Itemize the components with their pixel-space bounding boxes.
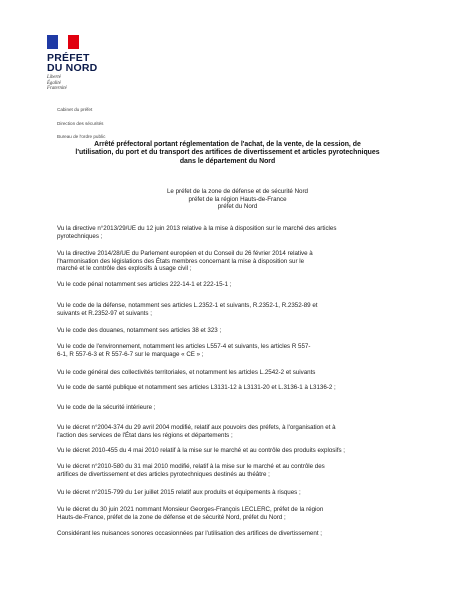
visa-line: Vu le code de l'environnement, notamment les articles L557-4 et suivants, les articles R 557- [57, 343, 311, 350]
visa-line: pyrotechniques ; [57, 232, 103, 240]
visa-paragraph [57, 384, 402, 392]
visa-line: Vu la directive 2014/28/UE du Parlement européen et du Conseil du 26 février 2014 relative à [57, 250, 313, 257]
visa-line: l'action des services de l'État dans les régions et départements ; [57, 431, 233, 439]
visa-paragraph [57, 327, 402, 335]
visa-paragraph [57, 404, 402, 412]
visa-paragraph [57, 447, 402, 455]
visa-line: Vu le décret 2010-455 du 4 mai 2010 relatif à la mise sur le marché et au contrôle des produits explosifs ; [57, 447, 345, 454]
visa-line: Vu le code de la sécurité intérieure ; [57, 404, 156, 411]
service-line: Direction des sécurités [57, 120, 104, 126]
visa-line: marché et le contrôle des explosifs à usage civil ; [57, 265, 192, 273]
visa-paragraph [57, 225, 402, 240]
visa-paragraph [57, 424, 402, 439]
visa-line: Vu le code général des collectivités territoriales, et notamment les articles L.2542-2 et suivants [57, 369, 316, 376]
decree-title: Arrêté préfectoral portant réglementation de l'achat, de la vente, de la cession, de l'utilisation, du port et du transport des artifices de divertissement et articles pyrotechniques dans le département du Nord [75, 141, 380, 165]
visa-paragraph [57, 281, 402, 289]
visa-line: Vu le décret n°2010-580 du 31 mai 2010 modifié, relatif à la mise sur le marché et au contrôle des [57, 463, 325, 470]
visa-line: Considérant les nuisances sonores occasionnées par l'utilisation des artifices de divertissement ; [57, 530, 322, 537]
visa-line: artifices de divertissement et des articles pyrotechniques destinés au théâtre ; [57, 470, 270, 478]
visa-paragraph [57, 463, 402, 478]
visa-line: l'harmonisation des législations des États membres concernant la mise à disposition sur le [57, 257, 305, 265]
visa-line: 6-1, R 557-6-3 et R 557-6-7 sur le marquage « CE » ; [57, 350, 204, 358]
visa-line: Vu la directive n°2013/29/UE du 12 juin 2013 relative à la mise à disposition sur le marché des articles [57, 225, 337, 232]
visa-paragraph [57, 530, 402, 538]
visa-line: Hauts-de-France, préfet de la zone de défense et de sécurité Nord, préfet du Nord ; [57, 513, 286, 521]
visa-paragraph [57, 302, 402, 317]
republic-motto: Liberté Égalité Fraternité [47, 75, 67, 91]
visa-paragraph [57, 369, 402, 377]
visa-line: Vu le décret du 30 juin 2021 nommant Monsieur Georges-François LECLERC, préfet de la région [57, 506, 324, 513]
visa-line: Vu le code de la défense, notamment ses articles L.2352-1 et suivants, R.2352-1, R.2352-89 et [57, 302, 318, 309]
visa-line: Vu le code de santé publique et notamment ses articles L3131-12 à L3131-20 et L.3136-1 à L3136-2 ; [57, 384, 336, 391]
marianne-flag-icon [47, 35, 79, 49]
prefecture-logo [47, 35, 107, 92]
visa-paragraph [57, 489, 402, 497]
visa-paragraph [57, 506, 402, 521]
service-line: Cabinet du préfet [57, 107, 93, 112]
prefet-title: PRÉFET DU NORD [47, 52, 98, 74]
visa-paragraph [57, 250, 402, 273]
visa-line: Vu le code pénal notamment ses articles 222-14-1 et 222-15-1 ; [57, 281, 232, 288]
visa-line: suivants et R.2352-97 et suivants ; [57, 309, 152, 317]
visa-line: Vu le décret n°2015-799 du 1er juillet 2015 relatif aux produits et équipements à risques ; [57, 489, 301, 496]
visa-paragraph [57, 343, 402, 358]
issuing-authority: Le préfet de la zone de défense et de sécurité Nord préfet de la région Hauts-de-France préfet du Nord [166, 188, 309, 211]
service-line: Bureau de l'ordre public [57, 134, 106, 139]
visa-line: Vu le décret n°2004-374 du 29 avril 2004 modifié, relatif aux pouvoirs des préfets, à l'organisation et à [57, 424, 336, 431]
visa-line: Vu le code des douanes, notamment ses articles 38 et 323 ; [57, 327, 222, 334]
